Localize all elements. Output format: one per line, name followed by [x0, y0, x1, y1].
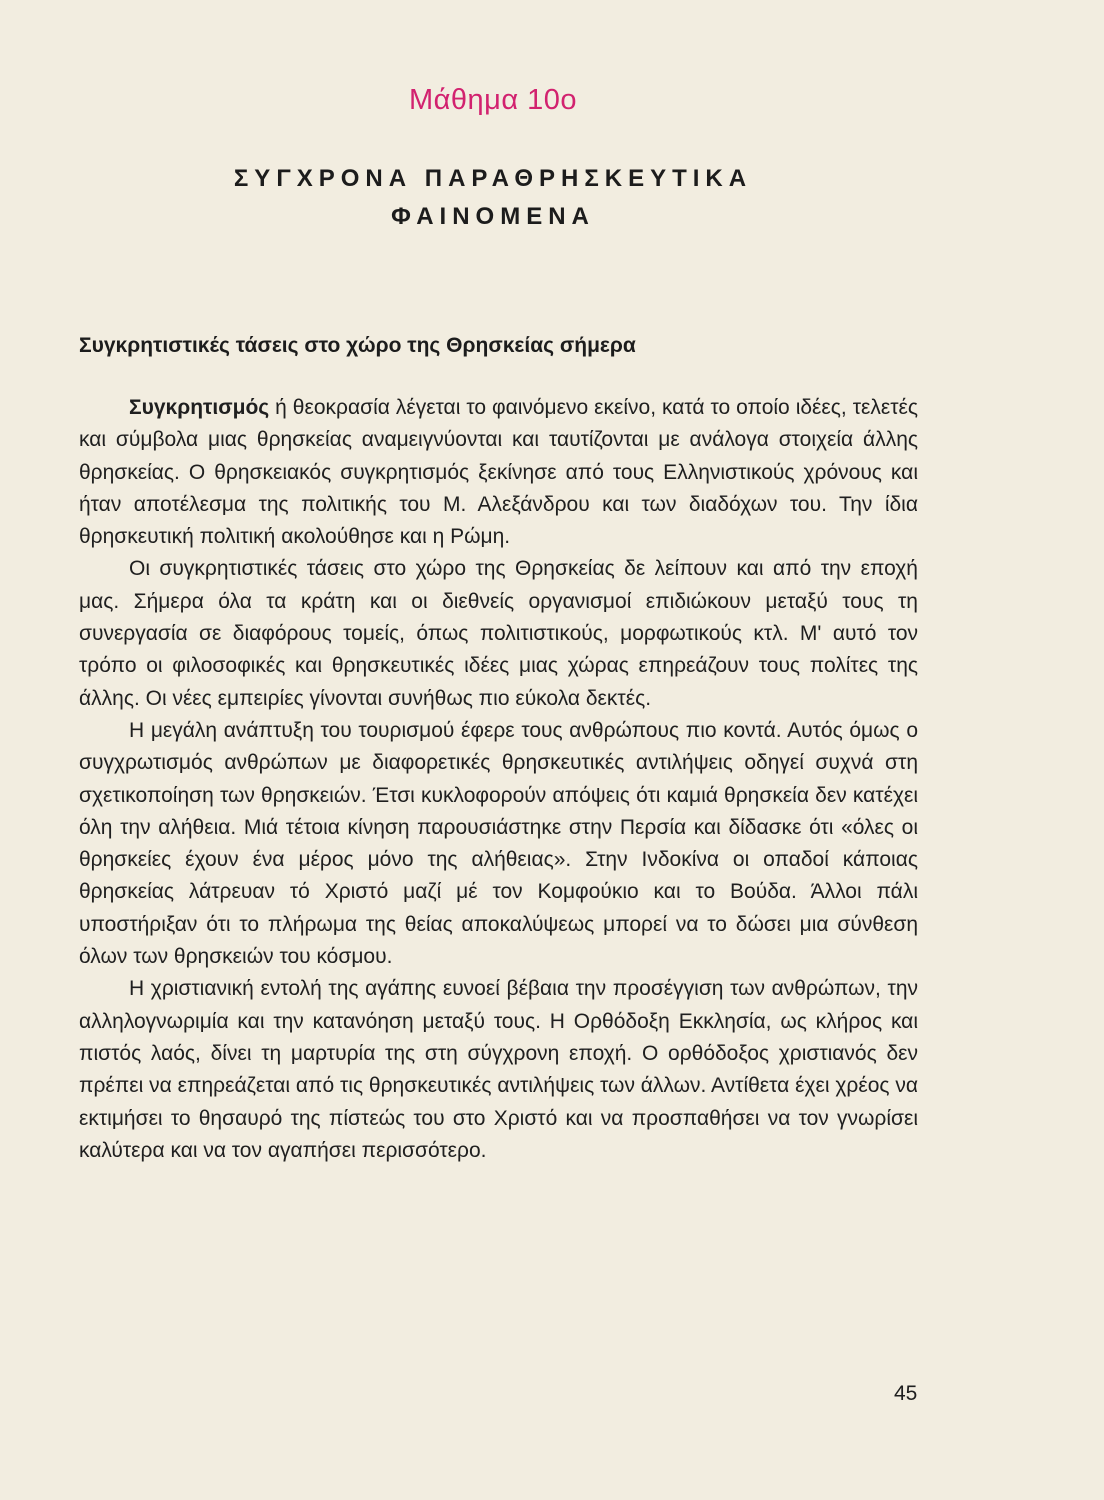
body-text	[79, 392, 918, 1167]
paragraph-1	[79, 392, 918, 553]
paragraph-2: Οι συγκρητιστικές τάσεις στο χώρο της Θρησκείας δε λείπουν και από την εποχή μας. Σήμερα όλα τα κράτη και οι διεθνείς οργανισμοί επιδιώκουν μεταξύ τους τη συνεργασία σε διαφόρους τομείς, όπως πολιτιστικούς, μορφωτικούς κτλ. Μ' αυτό τον τρόπο οι φιλοσοφικές και θρησκευτικές ιδέες μιας χώρας επηρεάζουν τους πολίτες της άλλης. Οι νέες εμπειρίες γίνονται συνήθως πιο εύκολα δεκτές.	[79, 557, 918, 710]
page-number: 45	[894, 1382, 918, 1405]
chapter-title-line-2: ΦΑΙΝΟΜΕΝΑ	[391, 203, 595, 230]
paragraph-4: Η χριστιανική εντολή της αγάπης ευνοεί βέβαια την προσέγγιση των ανθρώπων, την αλληλογνωριμία και την κατανόηση μεταξύ τους. Η Ορθόδοξη Εκκλησία, ως κλήρος και πιστός λαός, δίνει τη μαρτυρία της στη σύγχρονη εποχή. Ο ορθόδοξος χριστιανός δεν πρέπει να επηρεάζεται από τις θρησκευτικές αντιλήψεις των άλλων. Αντίθετα έχει χρέος να εκτιμήσει το θησαυρό της πίστεώς του στο Χριστό και να προσπαθήσει να τον γνωρίσει καλύτερα και να τον αγαπήσει περισσότερο.	[79, 977, 918, 1162]
paragraph-3: Η μεγάλη ανάπτυξη του τουρισμού έφερε τους ανθρώπους πιο κοντά. Αυτός όμως ο συγχρωτισμός ανθρώπων με διαφορετικές θρησκευτικές αντιλήψεις οδηγεί συχνά στη σχετικοποίηση των θρησκειών. Έτσι κυκλοφορούν απόψεις ότι καμιά θρησκεία δεν κατέχει όλη την αλήθεια. Μιά τέτοια κίνηση παρουσιάστηκε στην Περσία και δίδασκε ότι «όλες οι θρησκείες έχουν ένα μέρος μόνο της αλήθειας». Στην Ινδοκίνα οι οπαδοί κάποιας θρησκείας λάτρευαν τό Χριστό μαζί μέ τον Κομφούκιο και το Βούδα. Άλλοι πάλι υποστήριξαν ότι το πλήρωμα της θείας αποκαλύψεως μπορεί να το δώσει μια σύνθεση όλων των θρησκειών του κόσμου.	[79, 718, 918, 969]
section-heading: Συγκρητιστικές τάσεις στο χώρο της Θρησκείας σήμερα	[79, 334, 636, 357]
lesson-title: Μάθημα 10ο	[408, 84, 578, 116]
chapter-title-line-1: ΣΥΓΧΡΟΝΑ ΠΑΡΑΘΡΗΣΚΕΥΤΙΚΑ	[233, 165, 753, 192]
defined-term: Συγκρητισμός	[129, 396, 270, 419]
chapter-title	[0, 160, 986, 236]
paragraph-1-text: ή θεοκρασία λέγεται το φαινόμενο εκείνο, κατά το οποίο ιδέες, τελετές και σύμβολα μιας θρησκείας αναμειγνύονται και ταυτίζονται με ανάλογα στοιχεία άλλης θρησκείας. Ο θρησκειακός συγκρητισμός ξεκίνησε από τους Ελληνιστικούς χρόνους και ήταν αποτέλεσμα της πολιτικής του Μ. Αλεξάνδρου και των διαδόχων του. Την ίδια θρησκευτική πολιτική ακολούθησε και η Ρώμη.	[79, 396, 918, 549]
